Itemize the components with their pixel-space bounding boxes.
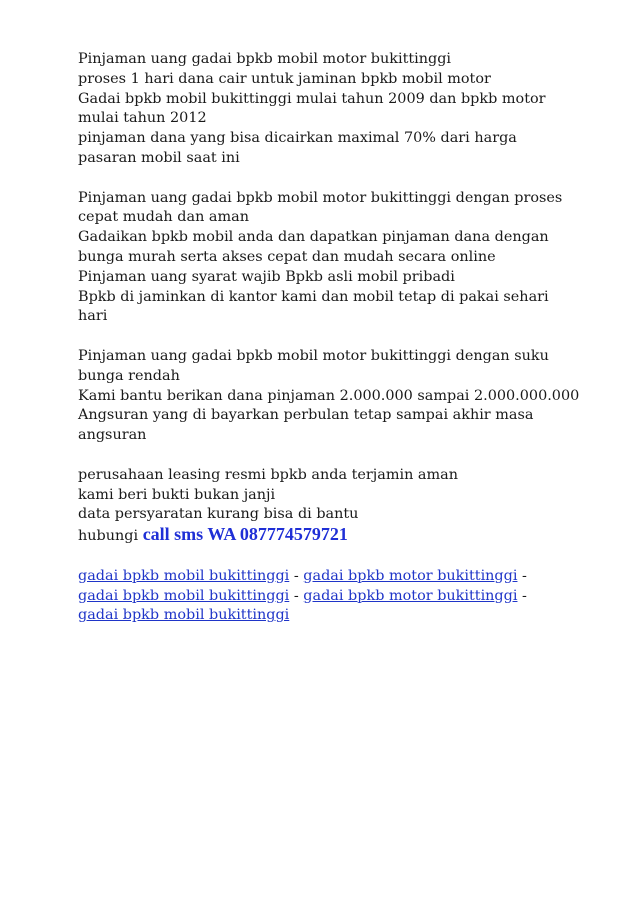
contact-prefix: hubungi (78, 528, 139, 545)
link-separator: - (293, 567, 299, 584)
text-line: kami beri bukti bukan janji (78, 486, 276, 503)
link-gadai-bpkb-motor[interactable]: gadai bpkb motor bukittinggi (303, 567, 518, 584)
text-line: Pinjaman uang gadai bpkb mobil motor bukittinggi dengan proses (78, 189, 563, 206)
text-line: hari (78, 308, 108, 325)
contact-call-text: call sms WA 087774579721 (142, 524, 348, 545)
text-line: Bpkb di jaminkan di kantor kami dan mobil tetap di pakai sehari (78, 288, 549, 305)
text-line: Pinjaman uang gadai bpkb mobil motor bukittinggi dengan suku (78, 347, 549, 364)
paragraph-4 (78, 466, 618, 547)
text-line: Gadai bpkb mobil bukittinggi mulai tahun 2009 dan bpkb motor (78, 90, 546, 107)
text-line: proses 1 hari dana cair untuk jaminan bpkb mobil motor (78, 70, 491, 87)
link-gadai-bpkb-mobil[interactable]: gadai bpkb mobil bukittinggi (78, 567, 290, 584)
link-separator: - (522, 587, 527, 604)
text-line: bunga murah serta akses cepat dan mudah secara online (78, 248, 496, 265)
link-separator: - (293, 587, 299, 604)
text-line: Pinjaman uang gadai bpkb mobil motor bukittinggi (78, 51, 452, 67)
text-line: pasaran mobil saat ini (78, 149, 240, 166)
document-page (78, 50, 618, 646)
text-line: Angsuran yang di bayarkan perbulan tetap sampai akhir masa (78, 407, 534, 424)
contact-line (78, 525, 618, 547)
text-line: perusahaan leasing resmi bpkb anda terjamin aman (78, 466, 458, 483)
text-line: bunga rendah (78, 367, 180, 384)
text-line: data persyaratan kurang bisa di bantu (78, 506, 359, 523)
paragraph-1 (78, 50, 618, 169)
text-line: mulai tahun 2012 (78, 110, 207, 127)
paragraph-2 (78, 189, 618, 328)
paragraph-3 (78, 347, 618, 446)
text-line: cepat mudah dan aman (78, 209, 249, 226)
text-line: Pinjaman uang syarat wajib Bpkb asli mobil pribadi (78, 268, 455, 285)
text-line: Kami bantu berikan dana pinjaman 2.000.000 sampai 2.000.000.000 (78, 387, 580, 404)
link-gadai-bpkb-mobil[interactable]: gadai bpkb mobil bukittinggi (78, 587, 290, 604)
link-separator: - (522, 567, 527, 584)
link-gadai-bpkb-motor[interactable]: gadai bpkb motor bukittinggi (303, 587, 518, 604)
text-line: pinjaman dana yang bisa dicairkan maximal 70% dari harga (78, 130, 517, 147)
link-gadai-bpkb-mobil[interactable]: gadai bpkb mobil bukittinggi (78, 607, 290, 624)
text-line: Gadaikan bpkb mobil anda dan dapatkan pinjaman dana dengan (78, 229, 549, 246)
link-list (78, 567, 618, 626)
text-line: angsuran (78, 427, 147, 444)
